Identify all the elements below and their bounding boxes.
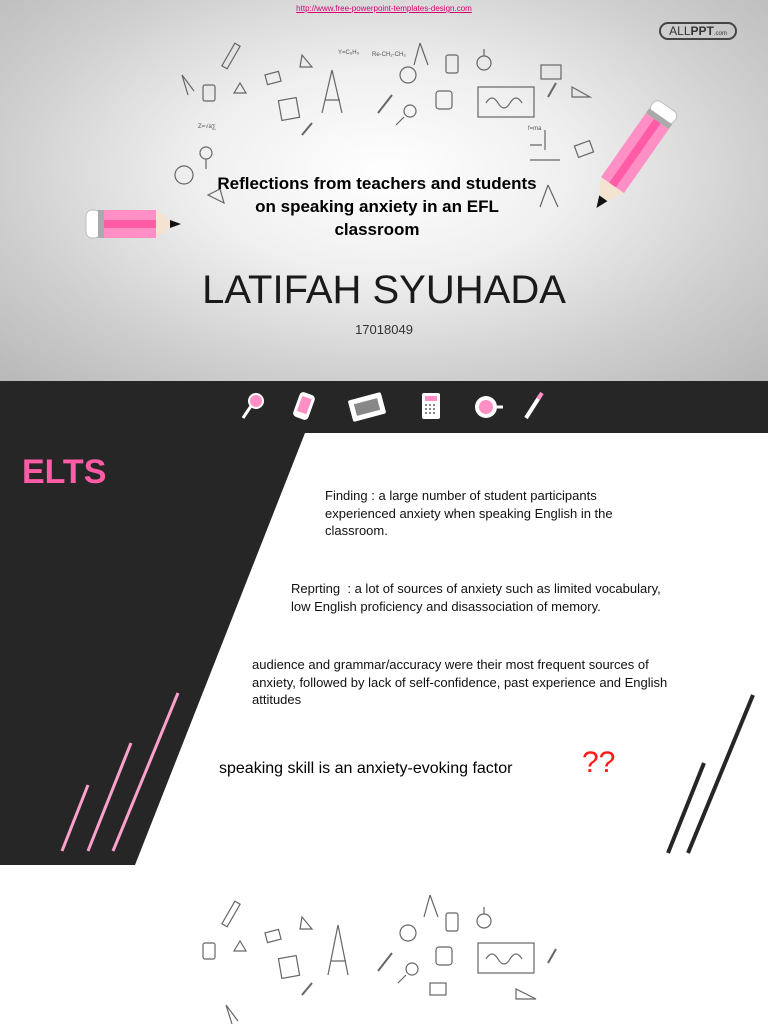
elts-slide (0, 433, 768, 865)
title-line-2: on speaking anxiety in an EFL (255, 197, 499, 216)
dark-accent-lines (668, 695, 753, 853)
finding-paragraph (325, 487, 613, 540)
slide-heading: ELTS (22, 453, 107, 491)
sources-paragraph (252, 656, 667, 709)
cup-icon (471, 390, 505, 422)
next-slide-partial (0, 865, 768, 1024)
school-doodles-bottom (0, 865, 768, 1024)
icon-strip (0, 381, 768, 433)
question-text: speaking skill is an anxiety-evoking factor (219, 760, 513, 777)
sources-line-2: anxiety, followed by lack of self-confidence, past experience and English (252, 674, 668, 690)
logo-small-text: .com (713, 31, 727, 37)
reporting-line-1: Reprting : a lot of sources of anxiety such as limited vocabulary, (291, 581, 661, 596)
student-id: 17018049 (355, 322, 413, 337)
title-line-3: classroom (334, 220, 420, 239)
svg-text:f=ma: f=ma (528, 126, 542, 132)
magnifier-icon (238, 390, 268, 422)
finding-line-2: experienced anxiety when speaking English in the (325, 505, 613, 521)
reporting-line-2: low English proficiency and disassociation of memory. (291, 598, 601, 614)
reporting-paragraph (291, 580, 661, 615)
question-marks: ?? (582, 746, 616, 779)
author-name: LATIFAH SYUHADA (202, 268, 566, 312)
title-line-1: Reflections from teachers and students (217, 174, 537, 193)
sources-line-1: audience and grammar/accuracy were their most frequent sources of (252, 657, 649, 672)
phone-icon (290, 390, 320, 422)
presentation-title (180, 172, 574, 241)
pencil-left-icon (84, 208, 184, 242)
template-link[interactable]: http://www.free-powerpoint-templates-design.com (296, 4, 472, 13)
logo-light-text: ALL (669, 24, 691, 38)
finding-line-1: Finding : a large number of student participants (325, 488, 597, 503)
svg-text:Y=C₆H₅: Y=C₆H₅ (338, 50, 360, 56)
pencil-right-icon (578, 96, 678, 231)
pen-icon (520, 390, 550, 422)
sources-line-3: attitudes (252, 692, 302, 707)
svg-text:Z=√a∑: Z=√a∑ (198, 124, 217, 130)
finding-line-3: classroom. (325, 523, 388, 538)
title-slide (0, 0, 768, 381)
logo-bold-text: PPT (690, 24, 714, 38)
keyboard-icon (347, 390, 387, 422)
calculator-icon (416, 390, 446, 422)
svg-text:Re-CH₂-CH₃: Re-CH₂-CH₃ (372, 52, 406, 58)
